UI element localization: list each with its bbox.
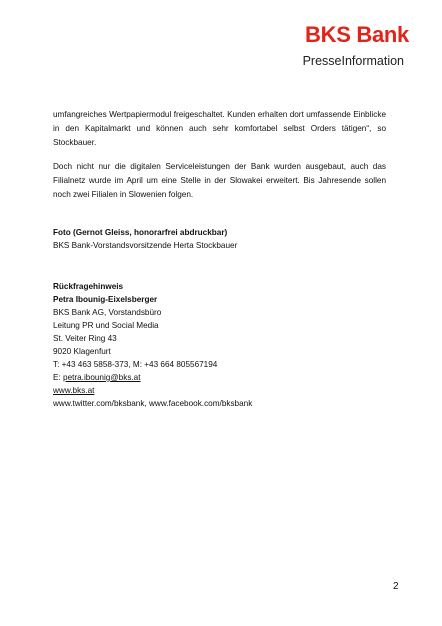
photo-heading: Foto (Gernot Gleiss, honorarfrei abdruckbar) [53,228,228,237]
press-info-subtitle: PresseInformation [302,54,404,68]
email-link[interactable]: petra.ibounig@bks.at [63,373,141,382]
body-paragraph-2 [53,160,386,203]
photo-credit [53,226,237,252]
contact-line: St. Veiter Ring 43 [53,334,117,343]
page-number: 2 [393,581,399,592]
paragraph-text: Doch nicht nur die digitalen Serviceleistungen der Bank wurden ausgebaut, auch das Filialnetz wurde im April um eine Stelle in der Slowakei erweitert. Bis Jahresende sollen noch zwei Filialen in Slowenien folgen. [53,162,386,200]
contact-line: BKS Bank AG, Vorstandsbüro [53,308,162,317]
paragraph-text: umfangreiches Wertpapiermodul freigeschaltet. Kunden erhalten dort umfassende Einblicke in den Kapitalmarkt und können auch sehr komfortabel selbst Orders tätigen“, so Stockbauer. [53,110,386,148]
email-label: E: [53,373,64,382]
body-paragraph-1 [53,108,386,151]
contact-name: Petra Ibounig-Eixelsberger [53,295,158,304]
contact-block [53,280,252,410]
contact-line: 9020 Klagenfurt [53,347,111,356]
contact-line: T: +43 463 5858-373, M: +43 664 805567194 [53,360,218,369]
photo-caption: BKS Bank-Vorstandsvorsitzende Herta Stockbauer [53,241,238,250]
bks-bank-logo: BKS Bank [305,22,409,47]
contact-line: Leitung PR und Social Media [53,321,159,330]
social-links[interactable]: www.twitter.com/bksbank, www.facebook.com/bksbank [53,399,253,408]
contact-email-row [53,371,252,384]
website-link[interactable]: www.bks.at [53,386,95,395]
contact-heading: Rückfragehinweis [53,282,124,291]
